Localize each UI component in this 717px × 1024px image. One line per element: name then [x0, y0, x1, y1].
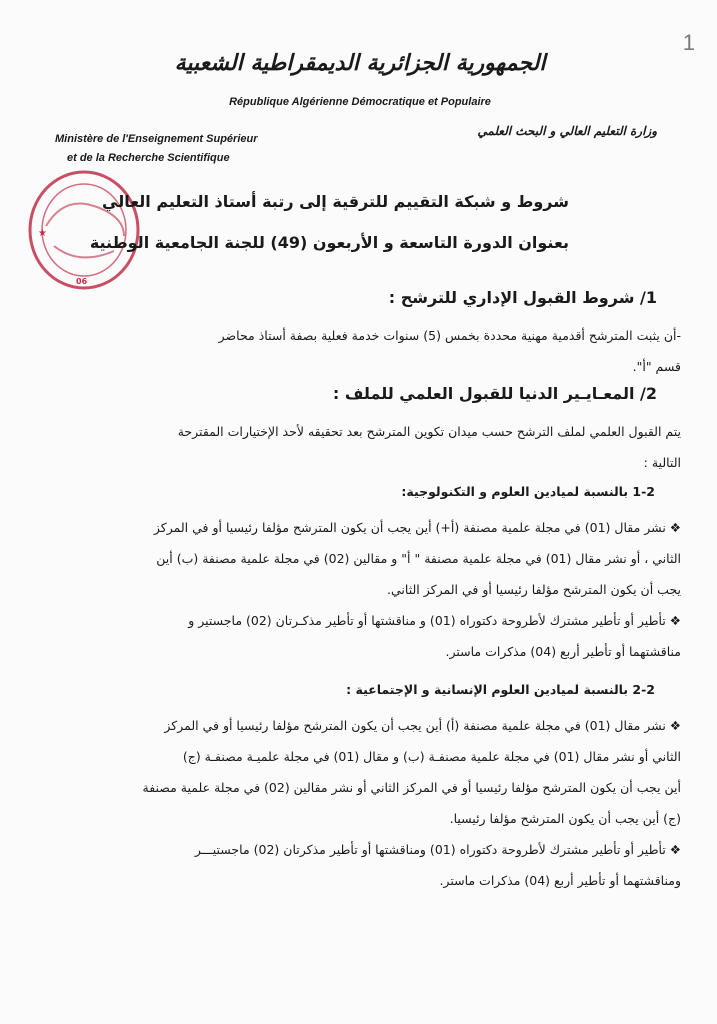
subsection-2-1-heading: 1-2 بالنسبة لميادين العلوم و التكنولوجية:: [401, 484, 655, 499]
section1-text-line1: -أن يثبت المترشح أقدمية مهنية محددة بخمس (5) سنوات خدمة فعلية بصفة أستاذ محاضر: [218, 328, 681, 343]
section2-intro-line1: يتم القبول العلمي لملف الترشح حسب ميدان تكوين المترشح بعد تحقيقه لأحد الإختيارات المقترحة: [177, 424, 681, 439]
subsection-2-2-heading: 2-2 بالنسبة لميادين العلوم الإنسانية و الإجتماعية :: [346, 682, 655, 697]
ministry-name-arabic: وزارة التعليم العالي و البحث العلمي: [477, 124, 657, 138]
sub2-bullet1-line2: الثاني أو نشر مقال (01) في مجلة علمية مصنفـة (ب) و مقال (01) في مجلة علميـة مصنفـة (ج): [182, 749, 681, 764]
sub2-bullet1-line4: (ج) أين يجب أن يكون المترشح مؤلفا رئيسيا.: [449, 811, 681, 826]
page-number: 1: [682, 30, 695, 55]
sub2-bullet2-line2: ومناقشتهما أو تأطير أربع (04) مذكرات ماستر.: [439, 873, 681, 888]
svg-text:06: 06: [76, 277, 88, 286]
sub1-bullet1-line1: ❖ نشر مقال (01) في مجلة علمية مصنفة (أ+) أين يجب أن يكون المترشح مؤلفا رئيسيا أو في المركز: [153, 520, 681, 535]
section1-text: [41, 320, 681, 382]
document-title-line1: شروط و شبكة التقييم للترقية إلى رتبة أستاذ التعليم العالي: [102, 192, 569, 211]
section1-text-line2: قسم "أ".: [632, 359, 681, 374]
sub2-bullet1-line1: ❖ نشر مقال (01) في مجلة علمية مصنفة (أ) أين يجب أن يكون المترشح مؤلفا رئيسيا أو في المركز: [164, 718, 681, 733]
sub1-bullet1-line2: الثاني ، أو نشر مقال (01) في مجلة علمية مصنفة " أ" و مقالين (02) في مجلة علمية مصنفة (ب) أين: [156, 551, 681, 566]
ministry-fr-line2: et de la Recherche Scientifique: [67, 152, 230, 164]
sub1-bullet2-line2: مناقشتهما أو تأطير أربع (04) مذكرات ماستر.: [445, 644, 681, 659]
republic-name-arabic: الجمهورية الجزائرية الديمقراطية الشعبية: [174, 50, 546, 76]
republic-name-french: République Algérienne Démocratique et Populaire: [229, 96, 491, 108]
subsection-2-2-content: [41, 710, 681, 896]
document-title-line2: بعنوان الدورة التاسعة و الأربعون (49) للجنة الجامعية الوطنية: [89, 233, 569, 252]
section2-intro: [41, 416, 681, 478]
sub1-bullet1-line3: يجب أن يكون المترشح مؤلفا رئيسيا أو في المركز الثاني.: [387, 582, 681, 597]
sub1-bullet2-line1: ❖ تأطير أو تأطير مشترك لأطروحة دكتوراه (01) و مناقشتها أو تأطير مذكـرتان (02) ماجستير و: [188, 613, 681, 628]
sub2-bullet1-line3: أين يجب أن يكون المترشح مؤلفا رئيسيا أو في المركز الثاني أو نشر مقالين (02) في مجلة علمية مصنفة: [142, 780, 681, 795]
ministry-fr-line1: Ministère de l'Enseignement Supérieur: [55, 133, 258, 145]
svg-text:★: ★: [38, 228, 47, 239]
section2-heading: 2/ المعـايـير الدنيا للقبول العلمي للملف :: [332, 384, 657, 403]
ministry-name-french: [55, 130, 315, 168]
official-stamp-icon: [24, 166, 142, 294]
section2-intro-line2: التالية :: [643, 455, 681, 470]
subsection-2-1-content: [41, 512, 681, 667]
section1-heading: 1/ شروط القبول الإداري للترشح :: [388, 288, 657, 307]
sub2-bullet2-line1: ❖ تأطير أو تأطير مشترك لأطروحة دكتوراه (01) ومناقشتها أو تأطير مذكرتان (02) ماجستيـــر: [194, 842, 681, 857]
